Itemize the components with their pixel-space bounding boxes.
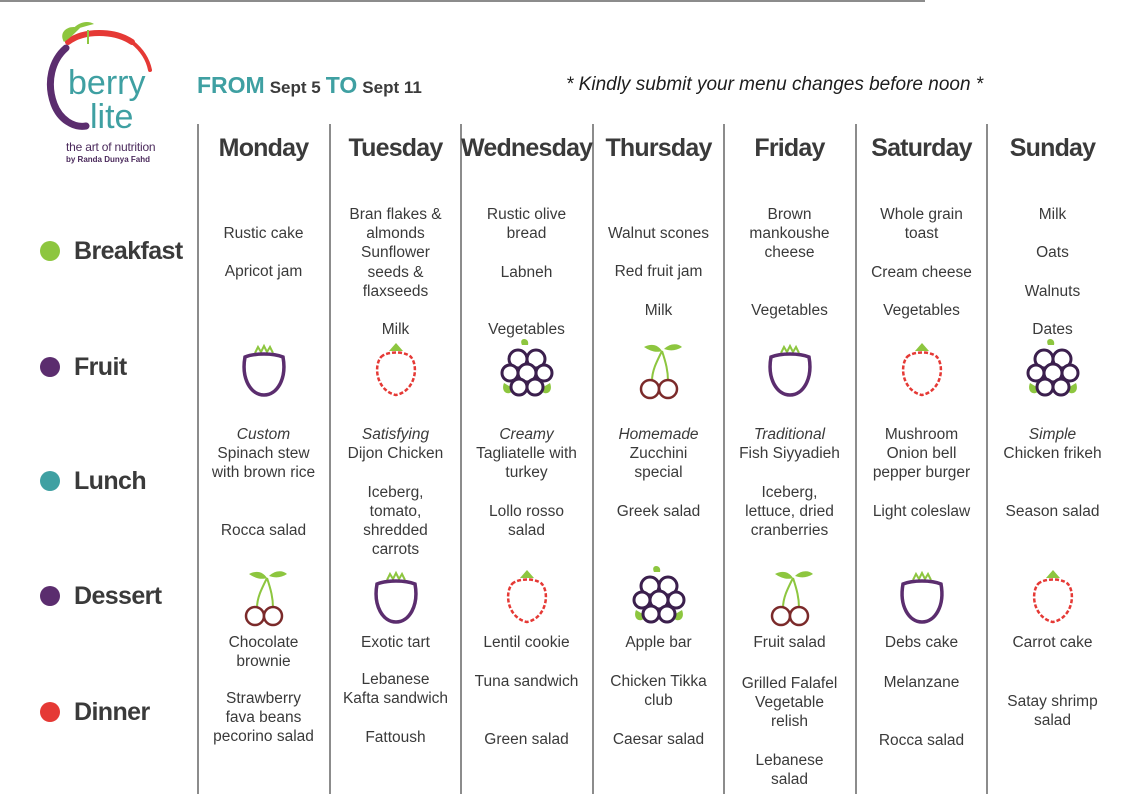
breakfast-cell-sunday bbox=[987, 205, 1118, 339]
meal-label-dessert bbox=[40, 581, 162, 611]
menu-line: club bbox=[644, 692, 673, 710]
logo-byline: by Randa Dunya Fahd bbox=[66, 155, 151, 164]
menu-line: Walnuts bbox=[1024, 282, 1081, 300]
menu-line bbox=[724, 732, 855, 751]
menu-line bbox=[330, 463, 461, 482]
meal-name: Dinner bbox=[74, 697, 150, 726]
svg-text:lite: lite bbox=[90, 98, 134, 136]
day-header-wednesday: Wednesday bbox=[461, 134, 593, 162]
dinner-cell-monday bbox=[198, 689, 329, 747]
dessert-cell-tuesday: Exotic tart bbox=[361, 634, 430, 651]
menu-line: Lollo rosso bbox=[489, 502, 564, 520]
breakfast-cell-friday bbox=[724, 205, 855, 320]
raspberry-icon bbox=[856, 335, 987, 405]
meal-label-fruit bbox=[40, 352, 127, 382]
svg-text:berry: berry bbox=[68, 64, 146, 102]
logo-tagline: the art of nutrition bbox=[66, 140, 156, 154]
dinner-cell-thursday bbox=[593, 672, 724, 749]
menu-line: special bbox=[634, 464, 683, 482]
menu-line: tomato, bbox=[369, 502, 422, 520]
day-header-monday: Monday bbox=[218, 134, 309, 162]
meal-name: Lunch bbox=[74, 466, 146, 495]
menu-line: Green salad bbox=[484, 730, 569, 748]
blueberries-icon bbox=[593, 562, 724, 632]
menu-line: Caesar salad bbox=[612, 730, 705, 748]
menu-line: salad bbox=[770, 771, 809, 789]
breakfast-cell-saturday bbox=[856, 205, 987, 320]
dinner-dot bbox=[40, 702, 60, 722]
from-date: Sept 5 bbox=[269, 78, 321, 97]
meal-label-lunch bbox=[40, 466, 146, 496]
to-date: Sept 11 bbox=[362, 78, 422, 97]
raspberry-icon bbox=[330, 335, 461, 405]
menu-line: Rocca salad bbox=[220, 522, 307, 540]
dinner-cell-friday bbox=[724, 674, 855, 789]
breakfast-cell-tuesday bbox=[330, 205, 461, 339]
blueberries-icon bbox=[461, 335, 592, 405]
lunch-cell-monday bbox=[198, 425, 329, 540]
menu-line bbox=[987, 463, 1118, 482]
lunch-cell-tuesday bbox=[330, 425, 461, 559]
dessert-dot bbox=[40, 586, 60, 606]
menu-line: Vegetables bbox=[488, 321, 565, 339]
menu-line: Lebanese bbox=[755, 751, 824, 769]
dinner-cell-wednesday bbox=[461, 672, 592, 749]
menu-line bbox=[856, 483, 987, 502]
dinner-cell-tuesday bbox=[330, 670, 461, 747]
menu-line: Vegetables bbox=[883, 302, 960, 320]
menu-line: Iceberg, bbox=[367, 483, 424, 501]
plum-icon bbox=[856, 562, 987, 632]
menu-line bbox=[461, 282, 592, 301]
raspberry-icon bbox=[987, 562, 1118, 632]
menu-line: Onion bell bbox=[886, 445, 957, 463]
lunch-cell-thursday bbox=[593, 425, 724, 521]
menu-line: Satay shrimp bbox=[1007, 693, 1098, 710]
menu-line: Sunflower bbox=[361, 244, 430, 262]
menu-line: Fattoush bbox=[365, 728, 426, 746]
menu-line: Light coleslaw bbox=[872, 502, 971, 520]
menu-line: Dates bbox=[1032, 321, 1073, 339]
menu-line: bread bbox=[506, 225, 547, 243]
fruit-dot bbox=[40, 357, 60, 377]
lunch-title: Creamy bbox=[499, 426, 554, 443]
dessert-cell-wednesday: Lentil cookie bbox=[483, 634, 570, 651]
menu-line bbox=[330, 301, 461, 320]
menu-line: Iceberg, bbox=[761, 483, 818, 501]
menu-line: Greek salad bbox=[616, 502, 701, 520]
menu-line: relish bbox=[770, 713, 809, 731]
menu-line: Tuna sandwich bbox=[474, 673, 579, 690]
menu-line: Rustic olive bbox=[486, 206, 567, 223]
lunch-title: Custom bbox=[236, 426, 291, 443]
menu-line: carrots bbox=[371, 541, 420, 559]
menu-line bbox=[461, 301, 592, 320]
dessert-cell-thursday: Apple bar bbox=[625, 634, 692, 651]
menu-line: Whole grain bbox=[880, 206, 963, 223]
day-header-saturday: Saturday bbox=[871, 134, 972, 162]
menu-line: turkey bbox=[505, 464, 548, 482]
menu-line: seeds & bbox=[367, 263, 424, 281]
menu-line: Melanzane bbox=[883, 674, 960, 691]
lunch-cell-sunday bbox=[987, 425, 1118, 521]
menu-line: Rocca salad bbox=[878, 731, 965, 749]
menu-line: Red fruit jam bbox=[614, 263, 703, 281]
menu-line: Vegetable bbox=[755, 694, 824, 712]
cherry-icon bbox=[724, 562, 855, 632]
menu-line: Chicken Tikka bbox=[610, 673, 707, 690]
breakfast-dot bbox=[40, 241, 60, 261]
breakfast-cell-monday bbox=[198, 224, 329, 282]
menu-line: Strawberry bbox=[226, 690, 301, 707]
menu-line: salad bbox=[507, 522, 546, 540]
lunch-cell-wednesday bbox=[461, 425, 592, 540]
meal-label-dinner bbox=[40, 697, 150, 727]
menu-line: salad bbox=[1033, 712, 1072, 730]
menu-line bbox=[724, 263, 855, 282]
dessert-cell-saturday: Debs cake bbox=[884, 634, 959, 651]
plum-icon bbox=[198, 335, 329, 405]
menu-line: Fish Siyyadieh bbox=[739, 445, 840, 463]
menu-line bbox=[593, 282, 724, 301]
breakfast-cell-thursday bbox=[593, 224, 724, 320]
menu-line: Milk bbox=[381, 321, 410, 339]
menu-line bbox=[593, 710, 724, 729]
menu-line bbox=[198, 483, 329, 502]
menu-line: Milk bbox=[644, 301, 673, 319]
menu-line: Milk bbox=[1038, 206, 1067, 223]
menu-line: Grilled Falafel bbox=[741, 675, 838, 692]
menu-line bbox=[856, 711, 987, 730]
meal-name: Fruit bbox=[74, 352, 127, 381]
dinner-cell-sunday bbox=[987, 692, 1118, 730]
menu-line: Chicken frikeh bbox=[1003, 445, 1102, 463]
raspberry-icon bbox=[461, 562, 592, 632]
dessert-cell-sunday: Carrot cake bbox=[1012, 634, 1093, 651]
menu-line bbox=[461, 710, 592, 729]
to-label: TO bbox=[325, 72, 358, 98]
menu-line bbox=[724, 282, 855, 301]
breakfast-cell-wednesday bbox=[461, 205, 592, 339]
menu-line: Kafta sandwich bbox=[342, 690, 449, 708]
menu-line: flaxseeds bbox=[362, 282, 429, 300]
menu-line: Zucchini bbox=[629, 445, 688, 463]
lunch-dot bbox=[40, 471, 60, 491]
menu-line: Apricot jam bbox=[224, 263, 303, 281]
day-header-thursday: Thursday bbox=[605, 134, 712, 162]
menu-line bbox=[593, 483, 724, 502]
meal-name: Breakfast bbox=[74, 236, 183, 265]
menu-line: mankoushe bbox=[749, 225, 830, 243]
menu-line: cheese bbox=[764, 244, 815, 262]
dessert-cell-monday: Chocolate brownie bbox=[228, 634, 299, 671]
menu-line: shredded bbox=[363, 522, 428, 540]
day-header-sunday: Sunday bbox=[1009, 134, 1096, 162]
from-label: FROM bbox=[197, 72, 265, 98]
menu-line bbox=[987, 301, 1118, 320]
menu-line: Bran flakes & bbox=[349, 206, 442, 223]
menu-line bbox=[330, 708, 461, 727]
menu-line: pepper burger bbox=[872, 464, 971, 482]
menu-line bbox=[461, 483, 592, 502]
menu-line bbox=[593, 243, 724, 262]
menu-line: Rustic cake bbox=[223, 225, 304, 242]
menu-line: Cream cheese bbox=[871, 263, 972, 281]
meal-name: Dessert bbox=[74, 581, 162, 610]
submission-notice: * Kindly submit your menu changes before noon * bbox=[566, 74, 984, 95]
menu-line: Tagliatelle with bbox=[476, 445, 577, 463]
header-divider bbox=[0, 0, 925, 2]
cherry-icon bbox=[198, 562, 329, 632]
lunch-title: Traditional bbox=[753, 426, 826, 443]
date-range bbox=[197, 72, 422, 102]
lunch-title: Homemade bbox=[618, 426, 699, 443]
day-header-friday: Friday bbox=[754, 134, 825, 162]
menu-line: Brown bbox=[767, 206, 812, 223]
cherry-icon bbox=[593, 335, 724, 405]
menu-line bbox=[856, 243, 987, 262]
menu-grid bbox=[0, 0, 1122, 2]
menu-line bbox=[856, 692, 987, 711]
lunch-cell-friday bbox=[724, 425, 855, 540]
menu-line: Oats bbox=[1036, 244, 1069, 262]
menu-line: with brown rice bbox=[211, 464, 316, 482]
menu-line: almonds bbox=[366, 225, 425, 243]
lunch-title: Simple bbox=[1028, 426, 1077, 443]
dinner-cell-saturday bbox=[856, 673, 987, 750]
blueberries-icon bbox=[987, 335, 1118, 405]
dessert-cell-friday: Fruit salad bbox=[753, 634, 826, 651]
menu-line bbox=[987, 224, 1118, 243]
menu-line: Walnut scones bbox=[607, 225, 710, 242]
lunch-title: Satisfying bbox=[361, 426, 430, 443]
menu-line bbox=[198, 243, 329, 262]
menu-line: pecorino salad bbox=[213, 728, 314, 746]
plum-icon bbox=[330, 562, 461, 632]
menu-line bbox=[987, 263, 1118, 282]
menu-line bbox=[461, 243, 592, 262]
plum-icon bbox=[724, 335, 855, 405]
menu-line: fava beans bbox=[225, 709, 302, 727]
menu-line: Mushroom bbox=[884, 426, 959, 443]
menu-line bbox=[198, 502, 329, 521]
menu-line: lettuce, dried bbox=[745, 502, 834, 520]
day-header-tuesday: Tuesday bbox=[348, 134, 443, 162]
menu-line bbox=[987, 483, 1118, 502]
menu-line: Lebanese bbox=[361, 671, 430, 688]
menu-line bbox=[461, 691, 592, 710]
menu-line: toast bbox=[904, 225, 939, 243]
lunch-cell-saturday bbox=[856, 425, 987, 521]
menu-line: Labneh bbox=[500, 263, 553, 281]
menu-line: Vegetables bbox=[751, 302, 828, 320]
menu-line: Spinach stew bbox=[217, 445, 310, 463]
menu-line: Season salad bbox=[1005, 502, 1100, 520]
meal-label-breakfast bbox=[40, 236, 183, 266]
menu-line: Dijon Chicken bbox=[347, 445, 444, 463]
menu-line bbox=[856, 282, 987, 301]
menu-line: cranberries bbox=[750, 522, 829, 540]
menu-line bbox=[724, 463, 855, 482]
